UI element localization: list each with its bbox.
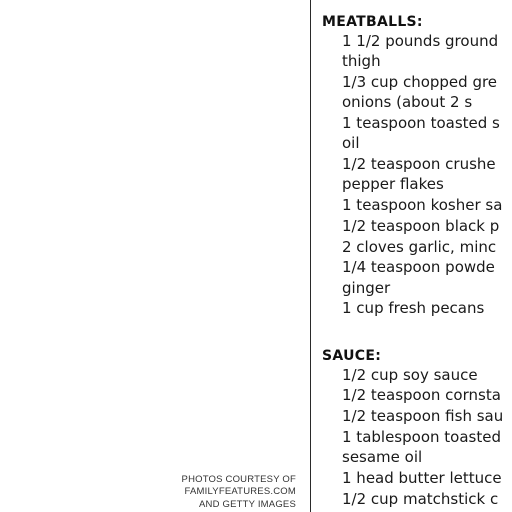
ingredient-text: 1/2 cup soy sauce [342, 365, 478, 384]
ingredient-text-continued: sesame oil [342, 448, 423, 467]
ingredient-item [342, 195, 512, 215]
ingredient-text: 1 teaspoon toasted s [342, 114, 500, 132]
ingredient-item [342, 385, 512, 405]
ingredient-text: 1/4 teaspoon powde [342, 258, 495, 277]
ingredient-text-continued: onions (about 2 s [342, 93, 473, 112]
ingredient-item [342, 216, 512, 236]
ingredient-text: 1/2 teaspoon black p [342, 216, 500, 235]
ingredient-item [342, 365, 512, 385]
ingredient-item [342, 489, 512, 509]
ingredient-item [342, 468, 512, 488]
photo-credit-line: FAMILYFEATURES.COM [184, 486, 296, 498]
ingredient-text: 1/2 cup matchstick c [342, 489, 499, 508]
ingredient-text: 1/2 teaspoon fish sau [342, 407, 504, 426]
ingredient-text: 2 cloves garlic, minc [342, 237, 497, 256]
meatballs-heading: MEATBALLS: [322, 14, 423, 30]
ingredient-item [342, 257, 512, 297]
ingredient-item [342, 406, 512, 426]
photo-credit-line: PHOTOS COURTESY OF [181, 474, 296, 485]
sauce-ingredient-list [322, 365, 512, 509]
ingredient-item [342, 113, 512, 153]
ingredient-text: 1 cup fresh pecans [342, 299, 485, 318]
ingredient-item [342, 72, 512, 112]
photo-credit-line: AND GETTY IMAGES [199, 498, 296, 510]
ingredient-item [342, 427, 512, 467]
ingredient-text-continued: oil [342, 134, 360, 153]
ingredient-item [342, 154, 512, 194]
ingredient-item [342, 298, 512, 318]
ingredient-text: 1 teaspoon kosher sa [342, 196, 503, 214]
ingredient-text: 1/2 teaspoon crushe [342, 155, 496, 173]
ingredient-text-continued: thigh [342, 52, 381, 71]
ingredient-text: 1 head butter lettuce [342, 468, 502, 487]
ingredient-text: 1/3 cup chopped gre [342, 73, 498, 91]
ingredient-item [342, 31, 512, 71]
meatballs-ingredient-list [322, 31, 512, 319]
ingredient-item [342, 237, 512, 257]
ingredient-text-continued: pepper flakes [342, 175, 444, 194]
ingredients-column [322, 13, 512, 510]
ingredient-text: 1/2 teaspoon cornsta [342, 386, 501, 405]
ingredient-text: 1 1/2 pounds ground [342, 32, 499, 50]
ingredient-text-continued: ginger [342, 278, 391, 297]
sauce-heading: SAUCE: [322, 347, 382, 364]
photo-credit [150, 474, 296, 511]
ingredient-text: 1 tablespoon toasted [342, 427, 501, 446]
column-divider [310, 0, 311, 512]
